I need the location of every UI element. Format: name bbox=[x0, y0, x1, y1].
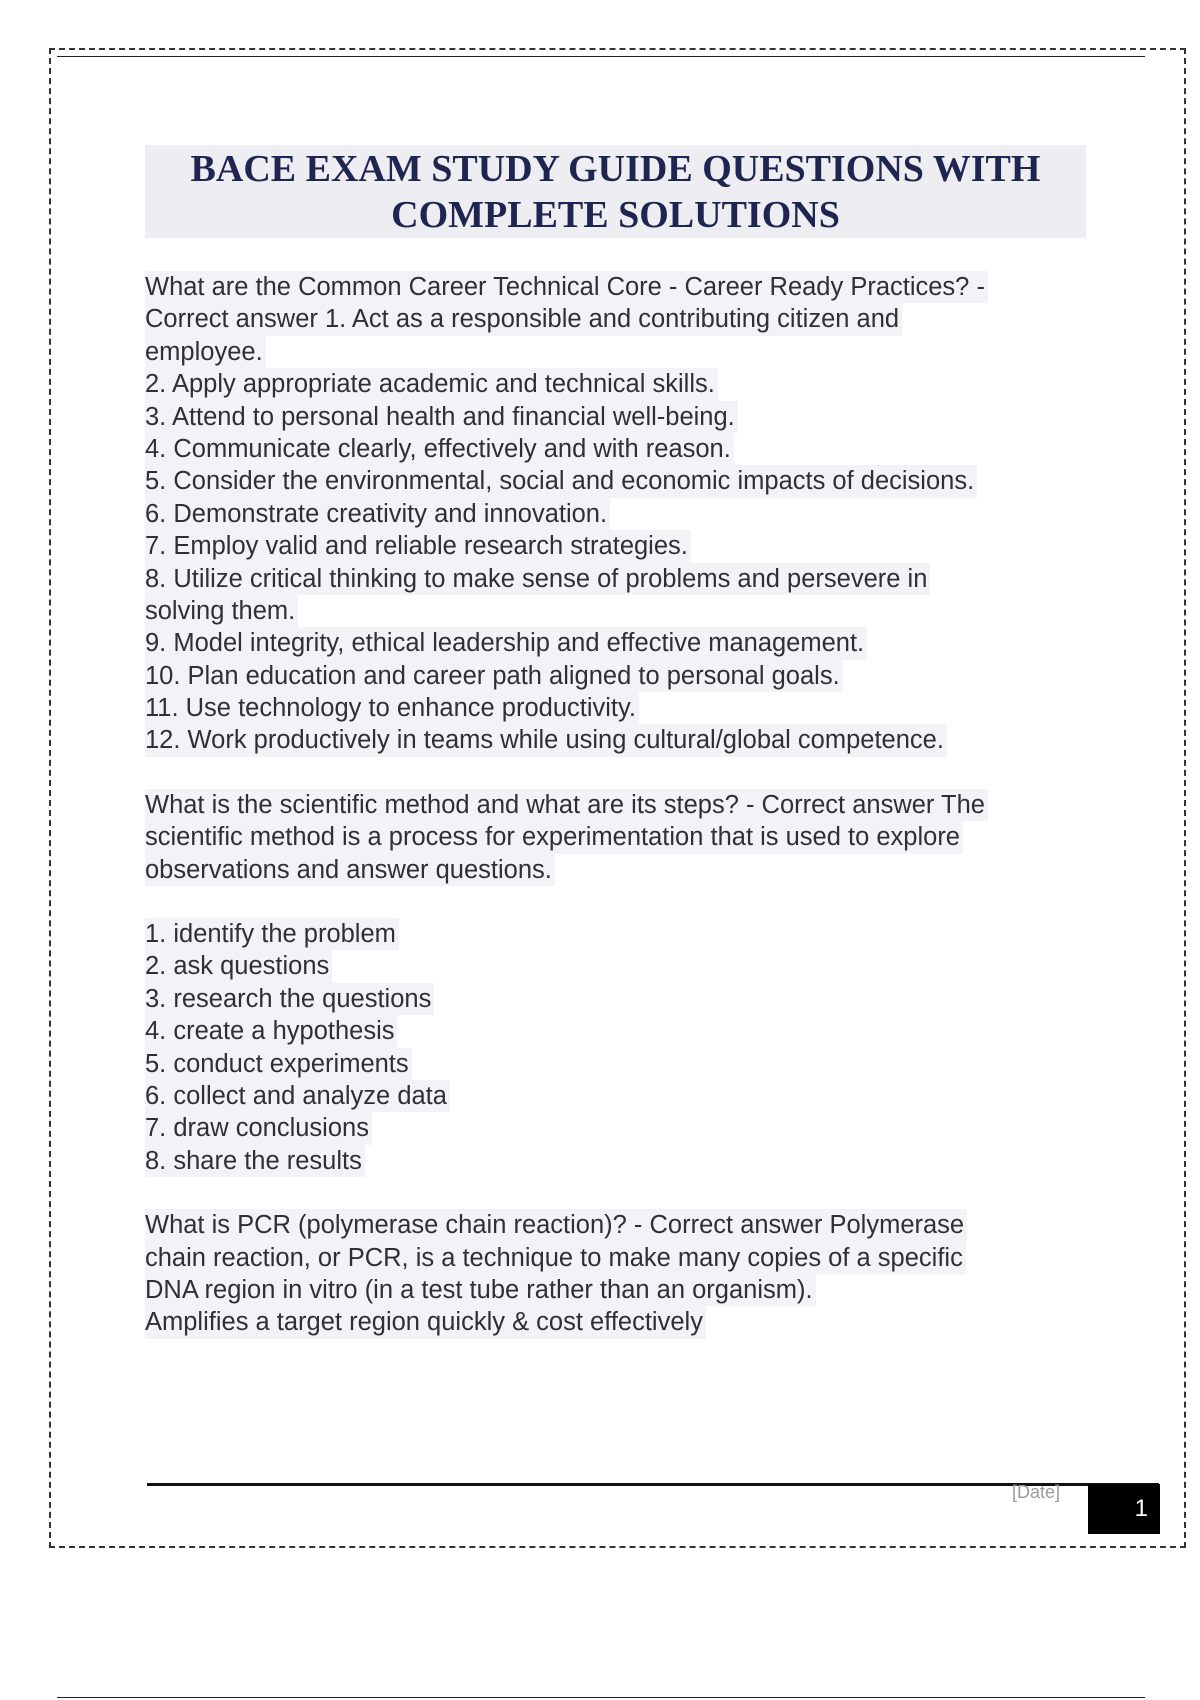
text-line: observations and answer questions. bbox=[145, 854, 555, 886]
next-page-rule bbox=[57, 1697, 1145, 1698]
list-item: 6. Demonstrate creativity and innovation. bbox=[145, 498, 610, 530]
text-line: chain reaction, or PCR, is a technique to make many copies of a specific bbox=[145, 1242, 966, 1274]
list-item: 8. Utilize critical thinking to make sense of problems and persevere in bbox=[145, 563, 930, 595]
list-item: 1. identify the problem bbox=[145, 918, 399, 950]
list-item: 4. Communicate clearly, effectively and with reason. bbox=[145, 433, 734, 465]
list-item: 7. draw conclusions bbox=[145, 1112, 372, 1144]
text-line: Correct answer 1. Act as a responsible and contributing citizen and bbox=[145, 303, 902, 335]
list-item: 3. research the questions bbox=[145, 983, 434, 1015]
document-title bbox=[145, 145, 1086, 238]
text-line: What are the Common Career Technical Core - Career Ready Practices? - bbox=[145, 271, 988, 303]
title-line: BACE EXAM STUDY GUIDE QUESTIONS WITH bbox=[190, 147, 1041, 190]
text-line: DNA region in vitro (in a test tube rather than an organism). bbox=[145, 1274, 816, 1306]
text-line: What is the scientific method and what are its steps? - Correct answer The bbox=[145, 789, 988, 821]
list-item: 12. Work productively in teams while using cultural/global competence. bbox=[145, 724, 947, 756]
page-number: 1 bbox=[1088, 1484, 1160, 1534]
scientific-method-steps bbox=[145, 918, 1090, 1177]
list-item: 7. Employ valid and reliable research strategies. bbox=[145, 530, 691, 562]
list-item: 5. conduct experiments bbox=[145, 1048, 412, 1080]
footer-rule bbox=[147, 1483, 1159, 1486]
list-item: 2. Apply appropriate academic and technical skills. bbox=[145, 368, 718, 400]
list-item: 5. Consider the environmental, social and economic impacts of decisions. bbox=[145, 465, 977, 497]
list-item: 11. Use technology to enhance productivity. bbox=[145, 692, 639, 724]
list-item: 4. create a hypothesis bbox=[145, 1015, 397, 1047]
header-rule bbox=[57, 56, 1145, 57]
qa-section-scientific-method bbox=[145, 789, 1090, 886]
footer-date: [Date] bbox=[1012, 1482, 1061, 1502]
list-item: solving them. bbox=[145, 595, 298, 627]
qa-section-pcr bbox=[145, 1209, 1090, 1339]
document-body bbox=[145, 271, 1090, 1371]
text-line: employee. bbox=[145, 336, 266, 368]
text-line: What is PCR (polymerase chain reaction)? - Correct answer Polymerase bbox=[145, 1209, 967, 1241]
text-line: scientific method is a process for experimentation that is used to explore bbox=[145, 821, 963, 853]
list-item: 6. collect and analyze data bbox=[145, 1080, 450, 1112]
title-line: COMPLETE SOLUTIONS bbox=[391, 193, 840, 236]
list-item: 9. Model integrity, ethical leadership and effective management. bbox=[145, 627, 867, 659]
list-item: 8. share the results bbox=[145, 1145, 365, 1177]
text-line: Amplifies a target region quickly & cost effectively bbox=[145, 1306, 706, 1338]
list-item: 10. Plan education and career path aligned to personal goals. bbox=[145, 660, 843, 692]
list-item: 3. Attend to personal health and financial well-being. bbox=[145, 401, 738, 433]
list-item: 2. ask questions bbox=[145, 950, 332, 982]
qa-section-career-ready-practices bbox=[145, 271, 1090, 757]
